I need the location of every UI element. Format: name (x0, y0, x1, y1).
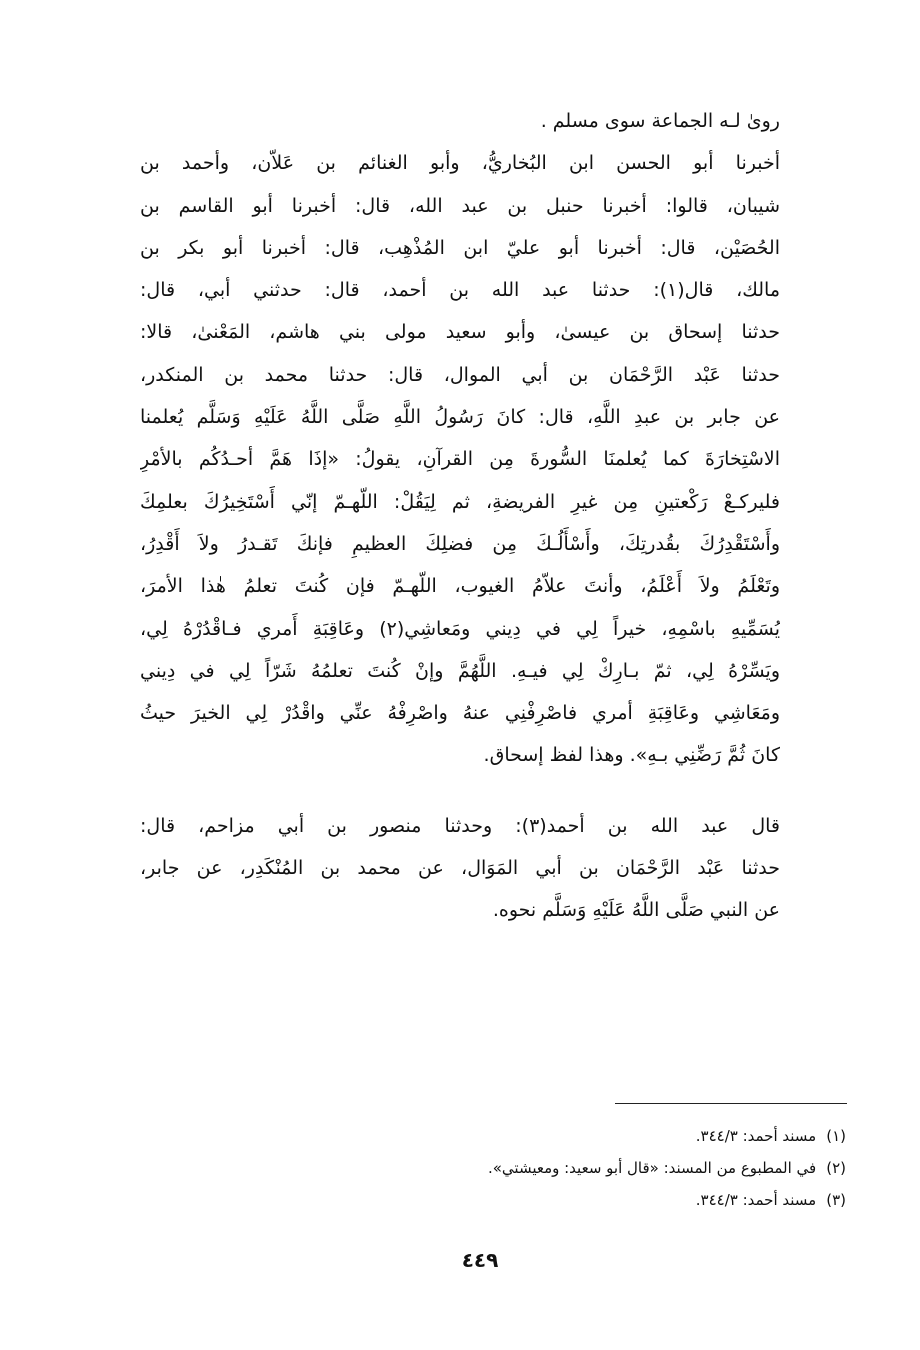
page-number: ٤٤٩ (461, 1248, 499, 1272)
footnote-item (300, 1120, 846, 1152)
footnote-divider (615, 1103, 847, 1104)
paragraph-gap (140, 777, 780, 805)
text-line: وأَسْتَقْدِرُكَ بقُدرتِكَ، وأَسْأَلُـكَ مِن فضلِكَ العظيمِ فإنكَ تَقـدرُ ولاَ أَقْدِرُ، (140, 532, 780, 555)
text-line: حدثنا إسحاق بن عيسىٰ، وأبو سعيد مولى بني هاشم، المَعْنىٰ، قالا: (140, 321, 780, 344)
footnote-text: مسند أحمد: ٣٤٤/٣. (695, 1191, 817, 1209)
text-line: ويَسِّرْهُ لِي، ثمّ بـارِكْ لِي فيـهِ. اللَّهُمَّ وإنْ كُنتَ تعلمُهُ شَرّاً لِي في دِيني (140, 659, 780, 682)
footnote-marker: (٢) (826, 1159, 846, 1177)
text-line: كانَ ثُمَّ رَضِّنِي بـهِ». وهذا لفظ إسحاق. (483, 744, 780, 767)
footnote-text: في المطبوع من المسند: «قال أبو سعيد: ومعيشتي». (487, 1159, 817, 1177)
text-line: الحُصَيْن، قال: أخبرنا أبو عليّ ابن المُذْهِب، قال: أخبرنا أبو بكر بن (140, 236, 780, 259)
text-line: ومَعَاشِي وعَاقِبَةِ أمري فاصْرِفْنِي عنهُ واصْرِفْهُ عنِّي واقْدُرْ لِي الخيرَ حيثُ (140, 702, 780, 725)
text-line: عن النبي صَلَّى اللَّهُ عَلَيْهِ وَسَلَّم نحوه. (492, 899, 780, 922)
footnote-text: مسند أحمد: ٣٤٤/٣. (695, 1127, 817, 1145)
text-line: أخبرنا أبو الحسن ابن البُخاريُّ، وأبو الغنائم بن عَلاّن، وأحمد بن (140, 152, 780, 175)
text-line: وتَعْلَمُ ولاَ أَعْلَمُ، وأنتَ علاّمُ الغيوب، اللّهـمّ فإن كُنتَ تعلمُ هٰذا الأمرَ، (140, 575, 780, 598)
text-line: حدثنا عَبْد الرَّحْمَان بن أبي الموال، قال: حدثنا محمد بن المنكدر، (140, 363, 780, 386)
text-line: فليركـعْ رَكْعتينِ مِن غيرِ الفريضةِ، ثم لِيَقُلْ: اللّهـمّ إنّي أَسْتَخِيرُكَ بعلمِكَ (140, 490, 780, 513)
footnote-marker: (١) (826, 1127, 846, 1145)
footnote-item (300, 1152, 846, 1184)
text-line: روىٰ لـه الجماعة سوى مسلم . (540, 110, 780, 132)
text-line: يُسَمِّيهِ باسْمِهِ، خيراً لِي في دِيني ومَعاشِي(٢) وعَاقِبَةِ أَمري فـاقْدُرْهُ لِي، (140, 617, 780, 640)
text-line: قال عبد الله بن أحمد(٣): وحدثنا منصور بن أبي مزاحم، قال: (140, 814, 780, 837)
text-line: الاسْتِخارَةَ كما يُعلمنَا السُّورةَ مِن القرآنِ، يقولُ: «إذَا هَمَّ أحـدُكُم بالأمْرِ (140, 448, 780, 471)
text-line: مالك، قال(١): حدثنا عبد الله بن أحمد، قال: حدثني أبي، قال: (140, 279, 780, 302)
footnote-marker: (٣) (826, 1191, 846, 1209)
footnotes (300, 1120, 846, 1216)
text-line: حدثنا عَبْد الرَّحْمَان بن أبي المَوَال، عن محمد بن المُنْكَدِر، عن جابر، (140, 857, 780, 880)
text-line: عن جابر بن عبدِ اللَّهِ، قال: كانَ رَسُولُ اللَّهِ صَلَّى اللَّهُ عَلَيْهِ وَسَلَّم يُعلمنا (140, 406, 780, 429)
text-line: شيبان، قالوا: أخبرنا حنبل بن عبد الله، قال: أخبرنا أبو القاسم بن (140, 194, 780, 217)
footnote-item (300, 1184, 846, 1216)
main-text (140, 100, 780, 932)
